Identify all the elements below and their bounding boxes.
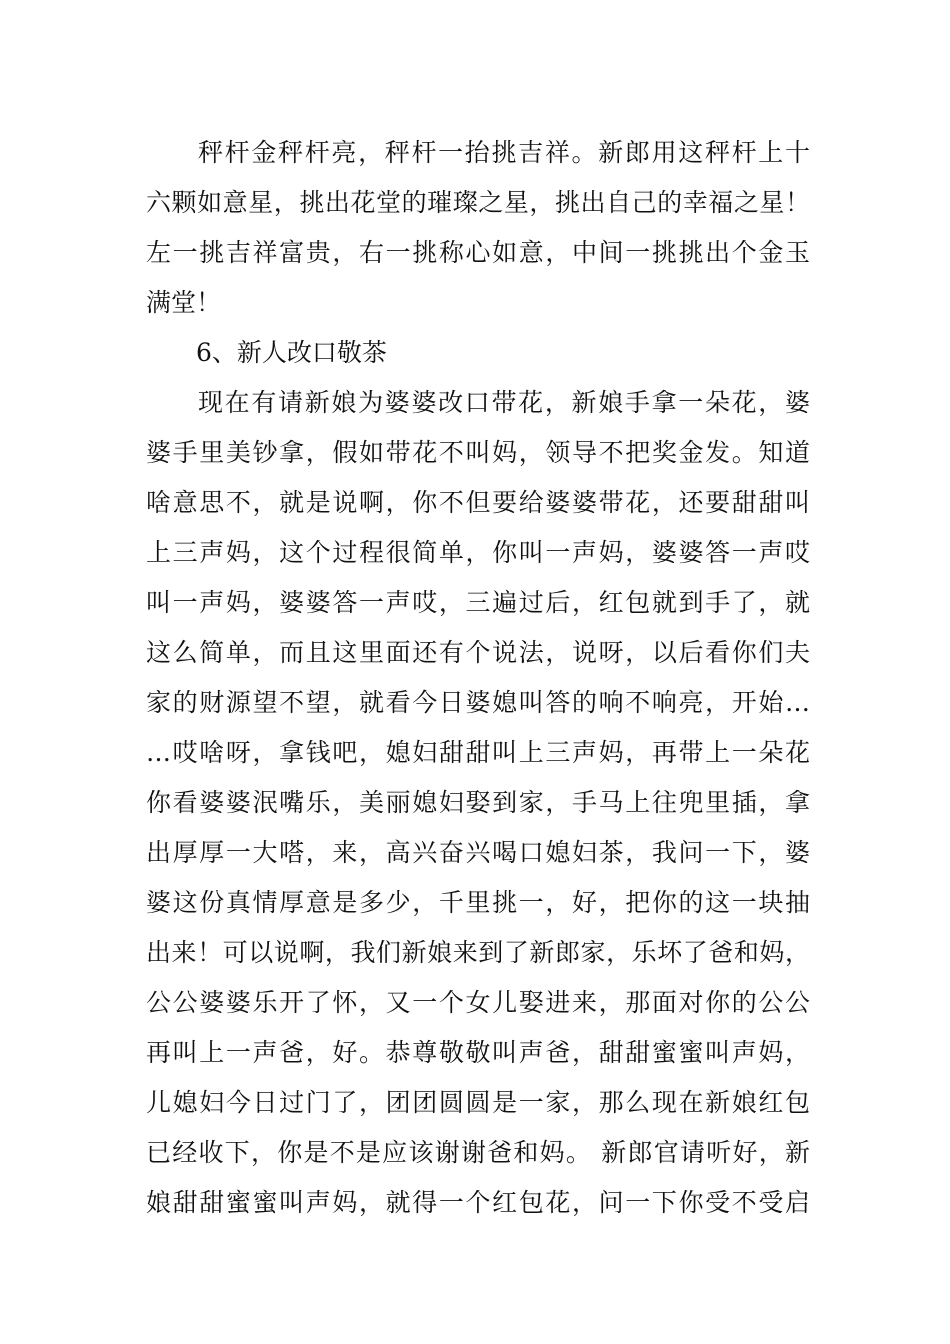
text-line: 再叫上一声爸，好。恭尊敬敬叫声爸，甜甜蜜蜜叫声妈， [146, 1038, 810, 1067]
paragraph-1 [146, 128, 810, 328]
text-line: 左一挑吉祥富贵，右一挑称心如意，中间一挑挑出个金玉 [146, 238, 810, 267]
text-line: 家的财源望不望，就看今日婆媳叫答的响不响亮，开始… [146, 688, 810, 717]
text-line: 儿媳妇今日过门了，团团圆圆是一家，那么现在新娘红包 [146, 1088, 810, 1117]
text-line: …哎啥呀，拿钱吧，媳妇甜甜叫上三声妈，再带上一朵花 [146, 738, 810, 767]
text-line: 秤杆金秤杆亮，秤杆一抬挑吉祥。新郎用这秤杆上十 [198, 138, 810, 167]
text-line: 出来！可以说啊，我们新娘来到了新郎家，乐坏了爸和妈， [146, 938, 810, 967]
document-body [146, 128, 810, 1228]
text-line: 叫一声妈，婆婆答一声哎，三遍过后，红包就到手了，就 [146, 588, 810, 617]
text-line: 上三声妈，这个过程很简单，你叫一声妈，婆婆答一声哎 [146, 538, 810, 567]
text-line: 公公婆婆乐开了怀，又一个女儿娶进来，那面对你的公公 [146, 988, 810, 1017]
text-line: 已经收下，你是不是应该谢谢爸和妈。 新郎官请听好，新 [146, 1138, 810, 1167]
text-line: 啥意思不，就是说啊，你不但要给婆婆带花，还要甜甜叫 [146, 488, 810, 517]
text-line: 婆这份真情厚意是多少，千里挑一，好，把你的这一块抽 [146, 888, 810, 917]
text-line: 这么简单，而且这里面还有个说法，说呀，以后看你们夫 [146, 638, 810, 667]
text-line: 六颗如意星，挑出花堂的璀璨之星，挑出自己的幸福之星！ [146, 188, 810, 217]
text-line: 你看婆婆泯嘴乐，美丽媳妇娶到家，手马上往兜里插，拿 [146, 788, 810, 817]
section-heading-text: 6、新人改口敬茶 [196, 338, 387, 367]
paragraph-2 [146, 378, 810, 1228]
text-line: 出厚厚一大嗒，来，高兴奋兴喝口媳妇茶，我问一下，婆 [146, 838, 810, 867]
text-line: 现在有请新娘为婆婆改口带花，新娘手拿一朵花，婆 [198, 388, 810, 417]
text-line: 婆手里美钞拿，假如带花不叫妈，领导不把奖金发。知道 [146, 438, 810, 467]
text-line: 满堂！ [146, 288, 222, 317]
text-line: 娘甜甜蜜蜜叫声妈，就得一个红包花，问一下你受不受启 [146, 1188, 810, 1217]
section-heading [146, 328, 810, 378]
